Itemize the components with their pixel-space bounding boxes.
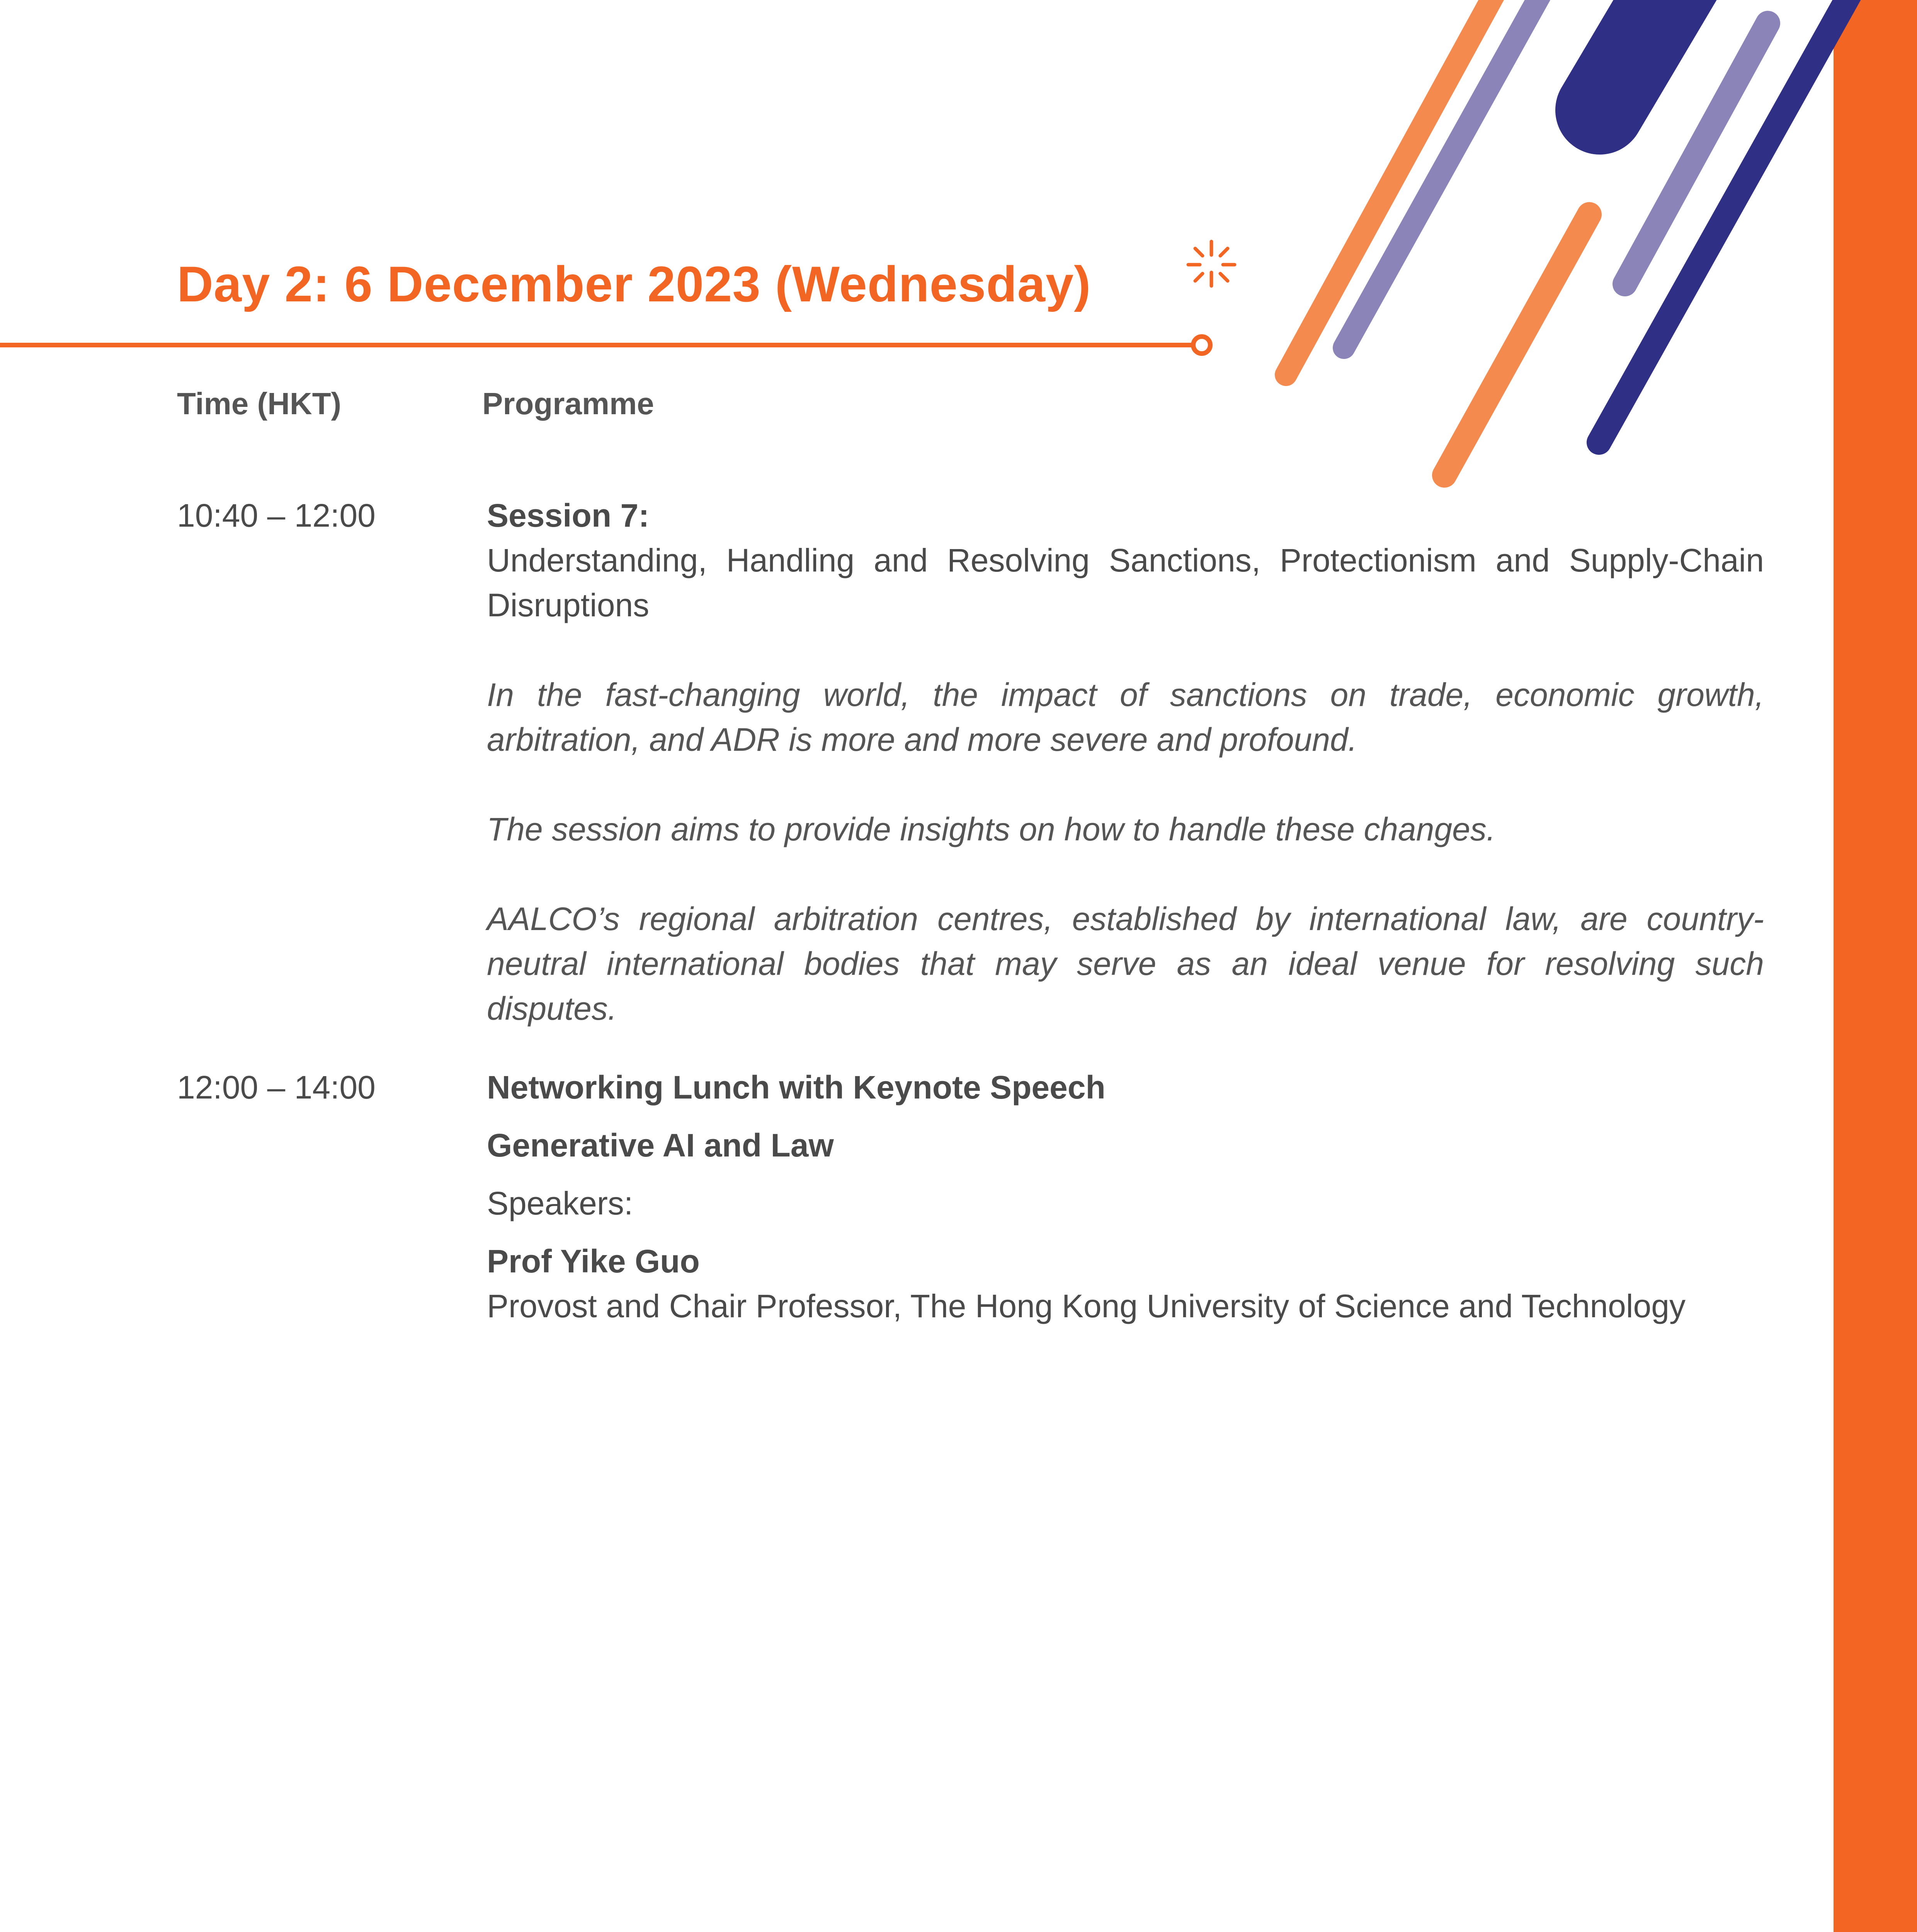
stripe-orange-2 [1444, 214, 1589, 475]
speakers-label: Speakers: [487, 1185, 633, 1221]
day-title: Day 2: 6 December 2023 (Wednesday) [177, 256, 1091, 312]
session-description-3: AALCO’s regional arbitration centres, established by international law, are country-neutral international bodies that may serve as an ideal venue for resolving such disputes. [487, 901, 1764, 1027]
title-underline-end-circle [1193, 337, 1210, 354]
right-orange-border [1834, 0, 1917, 1932]
session-title: Understanding, Handling and Resolving Sanctions, Protectionism and Supply-Chain Disruptions [487, 542, 1764, 623]
session-block [487, 493, 1764, 1031]
sparkle-icon [1188, 242, 1235, 286]
programme-column-header: Programme [482, 386, 654, 421]
speaker-role: Provost and Chair Professor, The Hong Kong University of Science and Technology [487, 1288, 1686, 1324]
lunch-time: 12:00 – 14:00 [177, 1069, 376, 1105]
keynote-title: Generative AI and Law [487, 1127, 834, 1163]
stripe-navy-thick [1600, 0, 1692, 110]
session-time: 10:40 – 12:00 [177, 497, 376, 534]
session-description-2: The session aims to provide insights on how to handle these changes. [487, 811, 1496, 847]
lunch-title: Networking Lunch with Keynote Speech [487, 1069, 1106, 1105]
session-label: Session 7: [487, 497, 650, 534]
lunch-block [487, 1065, 1764, 1328]
stripe-orange-1 [1286, 0, 1495, 375]
time-column-header: Time (HKT) [177, 386, 342, 421]
stripe-lavender-1 [1344, 0, 1542, 348]
speaker-name: Prof Yike Guo [487, 1243, 700, 1279]
session-description-1: In the fast-changing world, the impact of sanctions on trade, economic growth, arbitration, and ADR is more and more severe and profound. [487, 677, 1764, 758]
